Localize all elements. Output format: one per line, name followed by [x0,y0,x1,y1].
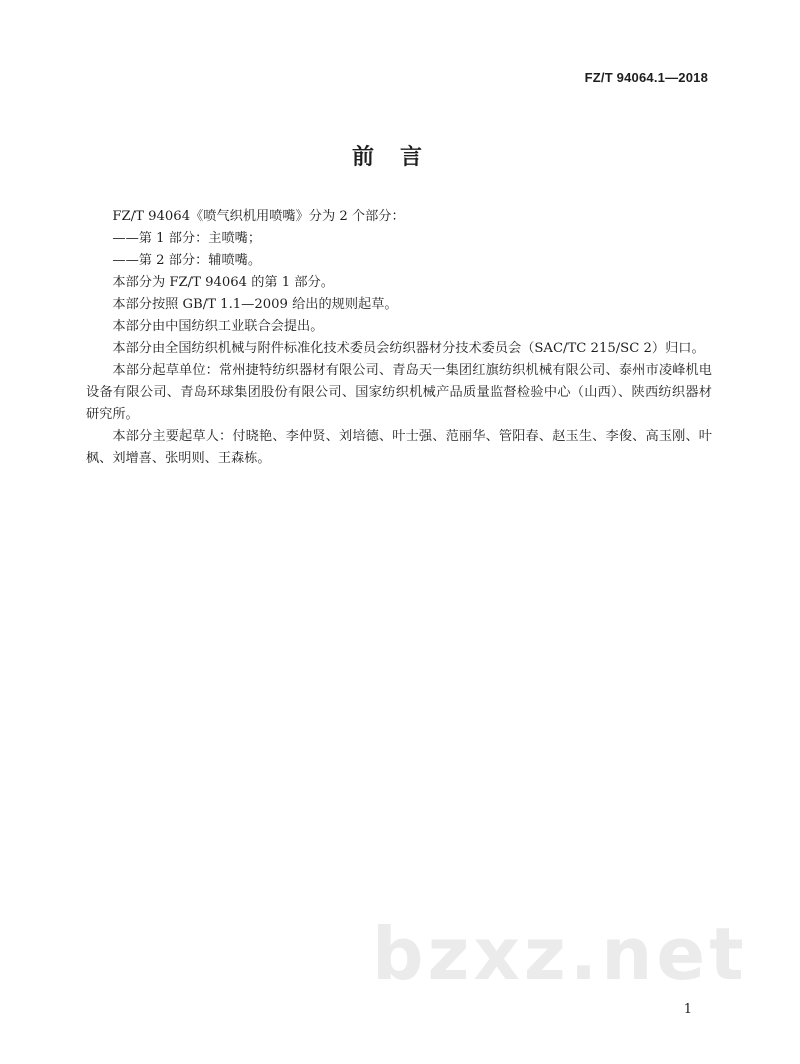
standard-number: FZ/T 94064.1—2018 [584,70,708,85]
paragraph-intro: FZ/T 94064《喷气织机用喷嘴》分为 2 个部分： [112,209,405,224]
paragraph-drafters: 本部分主要起草人：付晓艳、李仲贤、刘培德、叶士强、范丽华、管阳春、赵玉生、李俊、高玉刚、叶枫、刘增喜、张明则、王森栋。 [86,429,712,466]
paragraph-committee: 本部分由全国纺织机械与附件标准化技术委员会纺织器材分技术委员会（SAC/TC 215/SC 2）归口。 [112,341,705,356]
page-title: 前言 [351,145,448,170]
page-number: 1 [683,1002,692,1017]
paragraph-drafting-rules: 本部分按照 GB/T 1.1—2009 给出的规则起草。 [112,297,398,312]
watermark: bzxz.net [372,912,748,996]
document-body [86,206,712,470]
paragraph-drafting-units: 本部分起草单位：常州捷特纺织器材有限公司、青岛天一集团红旗纺织机械有限公司、泰州市凌峰机电设备有限公司、青岛环球集团股份有限公司、国家纺织机械产品质量监督检验中心（山西）、陕西纺织器材研究所。 [86,363,712,422]
paragraph-part-statement: 本部分为 FZ/T 94064 的第 1 部分。 [112,275,334,290]
list-item-part1: ——第 1 部分：主喷嘴； [112,231,262,246]
paragraph-proposer: 本部分由中国纺织工业联合会提出。 [112,319,324,334]
list-item-part2: ——第 2 部分：辅喷嘴。 [112,253,262,268]
